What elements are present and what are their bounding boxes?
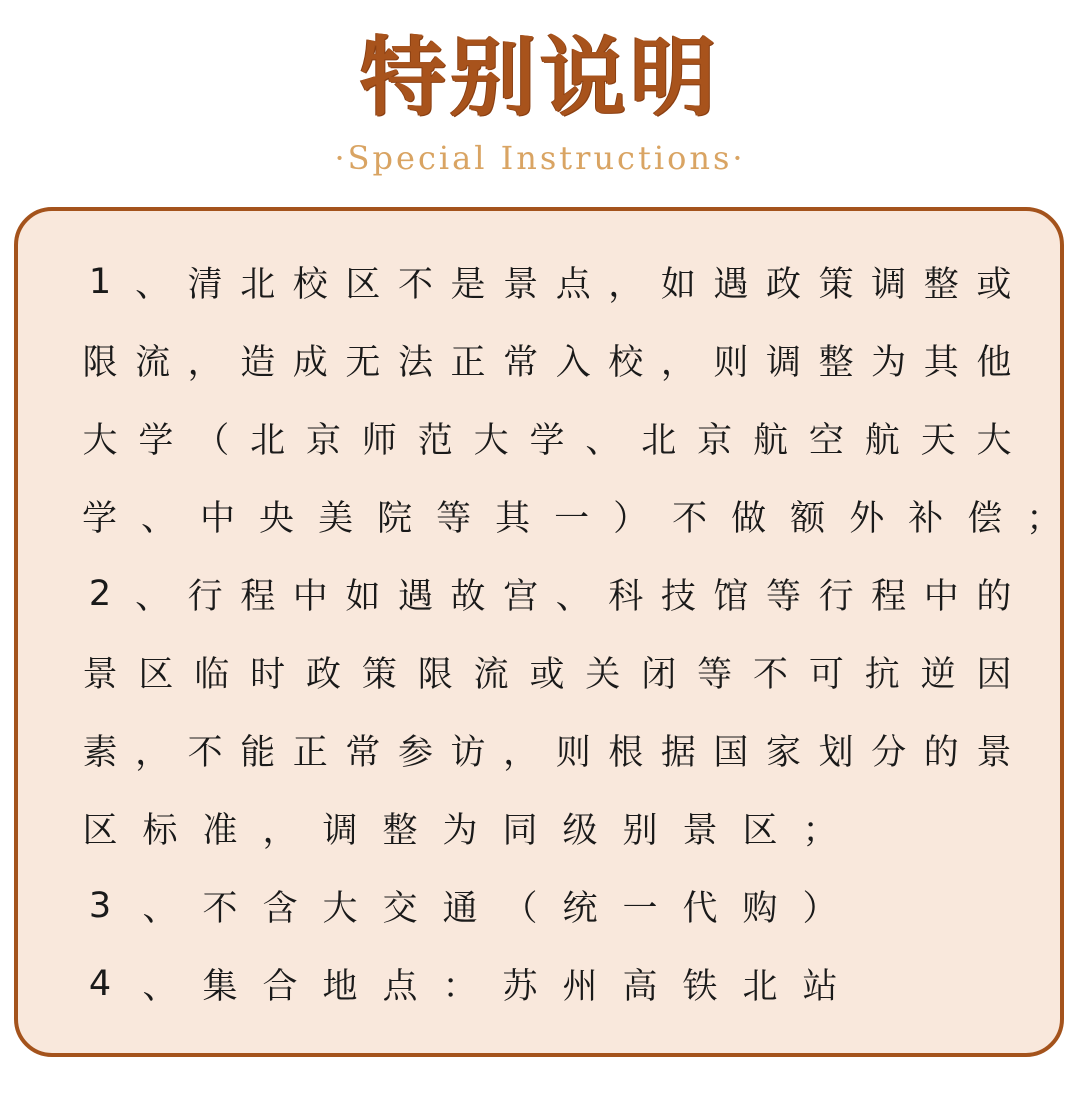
- instruction-line: 区 标 准 ， 调 整 为 同 级 别 景 区 ；: [82, 811, 838, 851]
- instruction-line: 2 、 行 程 中 如 遇 故 宫 、 科 技 馆 等 行 程 中 的: [88, 574, 1012, 617]
- instruction-line: 1 、 清 北 校 区 不 是 景 点 ， 如 遇 政 策 调 整 或: [88, 262, 1012, 305]
- instruction-line: 学 、 中 央 美 院 等 其 一 ） 不 做 额 外 补 偿 ；: [82, 499, 1062, 539]
- instruction-line: 限 流 ， 造 成 无 法 正 常 入 校 ， 则 调 整 为 其 他: [82, 343, 1012, 383]
- page-subtitle: ·Special Instructions·: [334, 139, 746, 177]
- instruction-line: 3 、 不 含 大 交 通 （ 统 一 代 购 ）: [88, 886, 838, 929]
- page-title: 特别说明: [360, 27, 720, 128]
- instructions-card: [14, 207, 1064, 1057]
- instructions-list: [82, 243, 1062, 1023]
- instruction-line: 4 、 集 合 地 点 ： 苏 州 高 铁 北 站: [88, 964, 838, 1007]
- instruction-line: 大 学 （ 北 京 师 范 大 学 、 北 京 航 空 航 天 大: [82, 421, 1012, 461]
- instruction-line: 景 区 临 时 政 策 限 流 或 关 闭 等 不 可 抗 逆 因: [82, 655, 1012, 695]
- instruction-line: 素 ， 不 能 正 常 参 访 ， 则 根 据 国 家 划 分 的 景: [82, 733, 1012, 773]
